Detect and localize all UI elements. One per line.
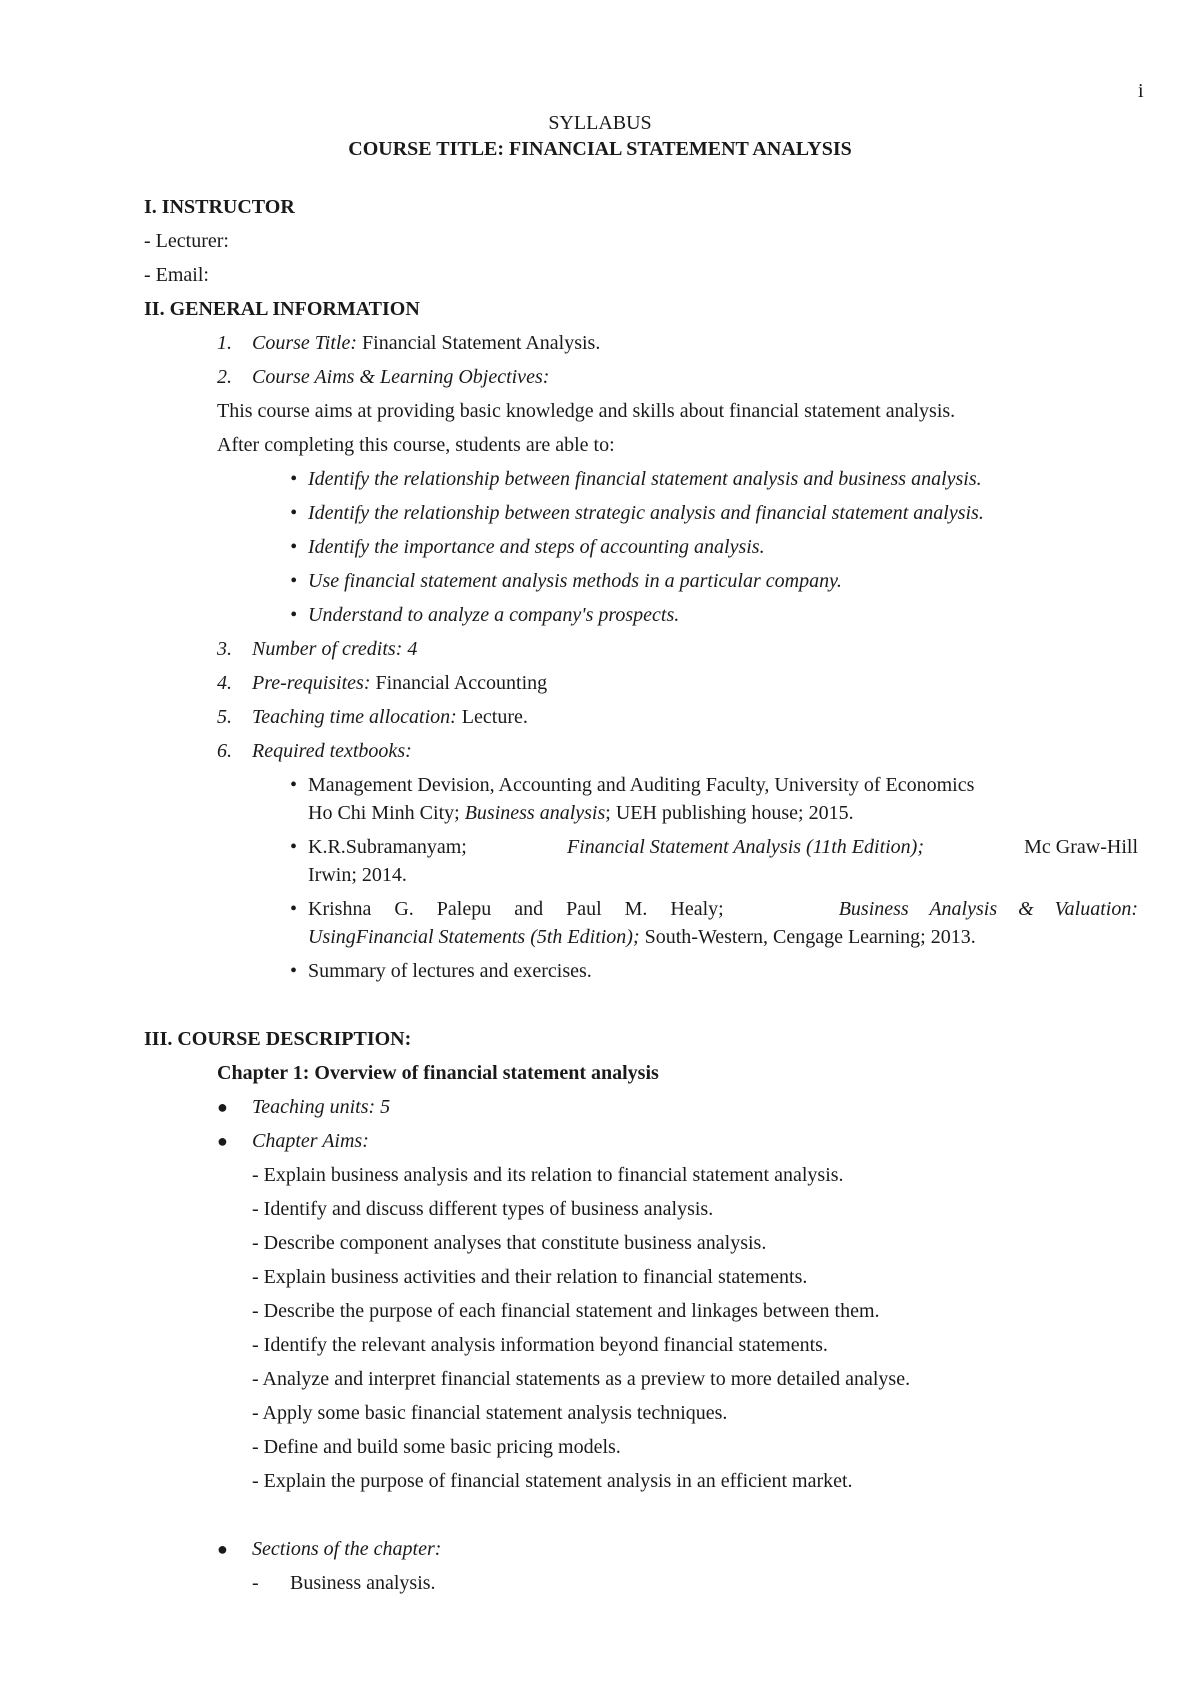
chapter-title: Chapter 1: Overview of financial statement analysis (217, 1062, 659, 1084)
item-label: Course Title: (252, 332, 358, 354)
general-info-heading: II. GENERAL INFORMATION (144, 298, 420, 320)
section-dash: - (252, 1572, 259, 1594)
textbook-title: UsingFinancial Statements (5th Edition); (308, 926, 640, 948)
aim-item: - Analyze and interpret financial statements as a preview to more detailed analyse. (252, 1368, 911, 1390)
textbook-title: Financial Statement Analysis (11th Edition); (567, 836, 924, 858)
aim-item: - Apply some basic financial statement analysis techniques. (252, 1402, 728, 1424)
bullet-icon: • (290, 502, 298, 524)
item-label: Required textbooks: (252, 740, 412, 762)
aim-item: - Describe component analyses that constitute business analysis. (252, 1232, 767, 1254)
objective-item (290, 568, 842, 594)
textbook-item (290, 896, 1138, 922)
item-label: Pre-requisites: (252, 672, 371, 694)
aim-item: - Explain the purpose of financial statement analysis in an efficient market. (252, 1470, 853, 1492)
bullet-icon: • (290, 468, 298, 490)
section-text: Business analysis. (290, 1572, 436, 1594)
bullet-icon: • (290, 774, 298, 796)
aim-item: - Explain business analysis and its relation to financial statement analysis. (252, 1164, 844, 1186)
item-number: 2. (217, 366, 232, 388)
item-credits (217, 636, 417, 662)
textbook-continuation (308, 924, 976, 950)
lecturer-line: - Lecturer: (144, 230, 229, 252)
item-label: Number of credits: 4 (252, 638, 418, 660)
textbook-title: Business Analysis & Valuation: (838, 898, 1138, 920)
textbook-publisher: South-Western, Cengage Learning; 2013. (639, 926, 976, 948)
item-number: 1. (217, 332, 232, 354)
objective-text: Use financial statement analysis methods in a particular company. (308, 570, 842, 592)
course-title: COURSE TITLE: FINANCIAL STATEMENT ANALYSIS (348, 138, 852, 160)
aims-text-2: After completing this course, students are able to: (217, 434, 615, 456)
item-label: Teaching time allocation: (252, 706, 457, 728)
item-value: Financial Accounting (370, 672, 548, 694)
aim-item: - Identify and discuss different types of business analysis. (252, 1198, 714, 1220)
item-number: 4. (217, 672, 232, 694)
teaching-units (217, 1094, 390, 1120)
aim-item: - Define and build some basic pricing models. (252, 1436, 621, 1458)
textbook-author (290, 834, 467, 860)
textbook-item (290, 772, 974, 798)
item-number: 3. (217, 638, 232, 660)
textbook-publisher: ; UEH publishing house; 2015. (605, 802, 854, 824)
bullet-icon: • (290, 570, 298, 592)
textbook-continuation: Irwin; 2014. (308, 864, 407, 886)
syllabus-heading: SYLLABUS (548, 112, 652, 134)
bullet-icon: • (290, 898, 298, 920)
teaching-units-text: Teaching units: 5 (252, 1096, 391, 1118)
aim-item: - Describe the purpose of each financial statement and linkages between them. (252, 1300, 880, 1322)
sections-of-chapter (217, 1536, 441, 1562)
item-number: 5. (217, 706, 232, 728)
chapter-aims (217, 1128, 369, 1154)
objective-text: Identify the relationship between financial statement analysis and business analysis. (308, 468, 982, 490)
sections-label: Sections of the chapter: (252, 1538, 442, 1560)
course-description-heading: III. COURSE DESCRIPTION: (144, 1028, 412, 1050)
textbook-author: Krishna G. Palepu and Paul M. Healy; (308, 898, 724, 920)
email-line: - Email: (144, 264, 209, 286)
objective-item (290, 500, 984, 526)
objective-item (290, 534, 765, 560)
chapter-aims-text: Chapter Aims: (252, 1130, 369, 1152)
textbook-text: Management Devision, Accounting and Auditing Faculty, University of Economics (308, 774, 975, 796)
item-prerequisites (217, 670, 547, 696)
objective-text: Understand to analyze a company's prospects. (308, 604, 680, 626)
aim-item: - Identify the relevant analysis information beyond financial statements. (252, 1334, 828, 1356)
textbook-title: Business analysis (464, 802, 606, 824)
textbook-publisher: Mc Graw-Hill (1024, 836, 1138, 858)
aims-text-1: This course aims at providing basic knowledge and skills about financial statement analysis. (217, 400, 956, 422)
aim-item: - Explain business activities and their relation to financial statements. (252, 1266, 808, 1288)
bullet-icon: ● (217, 1131, 228, 1151)
item-teaching-time (217, 704, 528, 730)
textbook-line (308, 896, 1138, 922)
textbook-continuation (308, 800, 854, 826)
instructor-heading: I. INSTRUCTOR (144, 196, 295, 218)
textbook-author-text: K.R.Subramanyam; (308, 836, 467, 858)
textbook-text: Summary of lectures and exercises. (308, 960, 592, 982)
page-number: i (1138, 80, 1144, 102)
bullet-icon: ● (217, 1097, 228, 1117)
item-value: Financial Statement Analysis. (357, 332, 601, 354)
bullet-icon: • (290, 604, 298, 626)
objective-item (290, 466, 982, 492)
section-item (252, 1570, 436, 1596)
item-course-title (217, 330, 600, 356)
textbook-item (290, 834, 1138, 860)
item-label: Course Aims & Learning Objectives: (252, 366, 550, 388)
item-value: Lecture. (456, 706, 528, 728)
objective-item (290, 602, 679, 628)
bullet-icon: • (290, 960, 298, 982)
bullet-icon: • (290, 836, 298, 858)
item-number: 6. (217, 740, 232, 762)
bullet-icon: • (290, 536, 298, 558)
objective-text: Identify the importance and steps of accounting analysis. (308, 536, 765, 558)
textbook-author: Ho Chi Minh City; (308, 802, 465, 824)
bullet-icon: ● (217, 1539, 228, 1559)
objective-text: Identify the relationship between strategic analysis and financial statement analysis. (308, 502, 984, 524)
item-textbooks (217, 738, 412, 764)
item-course-aims (217, 364, 549, 390)
textbook-item (290, 958, 592, 984)
